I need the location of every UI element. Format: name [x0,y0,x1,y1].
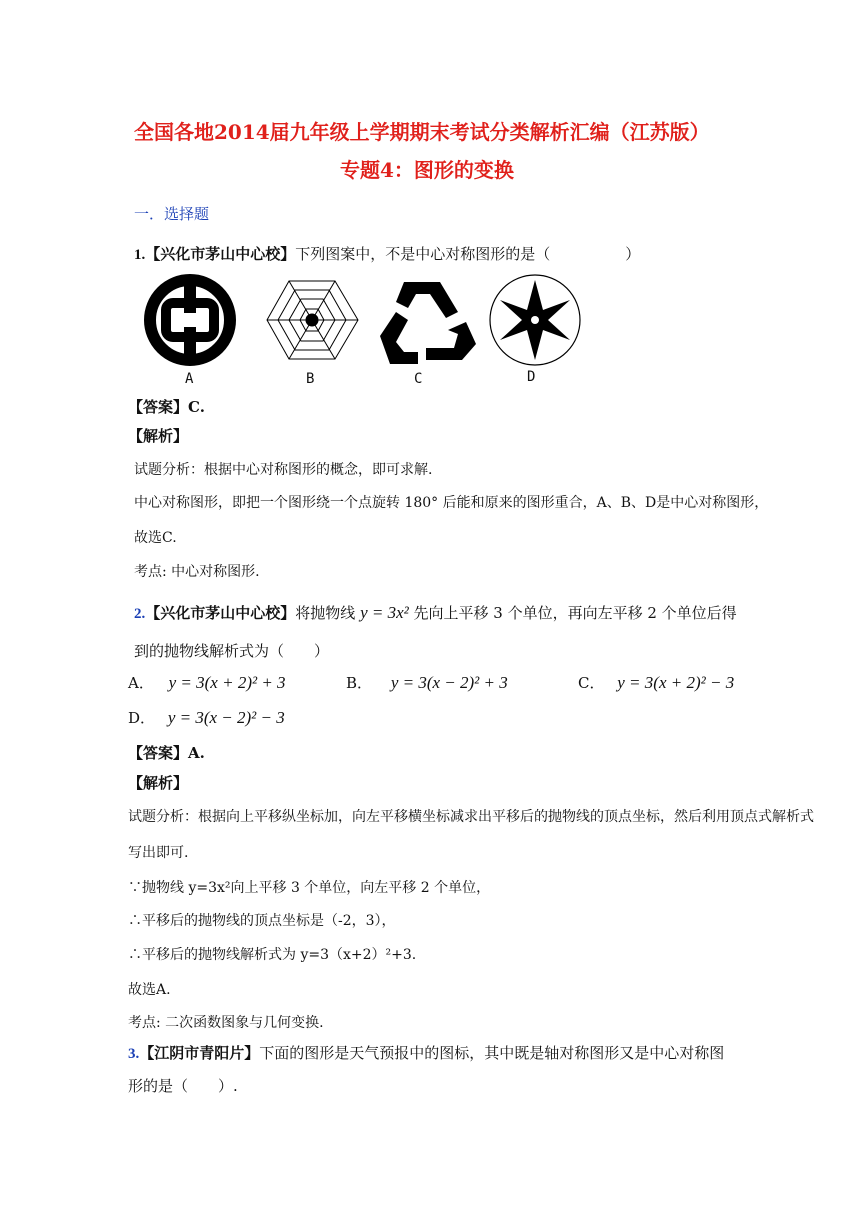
question-source: 【江阴市青阳片】 [139,1044,260,1062]
question-text: 先向上平移 3 个单位，再向左平移 2 个单位后得 [413,604,737,622]
question-3-stem-line2: 形的是（ ）. [128,1077,238,1095]
analysis-line: 试题分析：根据中心对称图形的概念，即可求解. [134,462,433,478]
answer-line [128,396,205,417]
analysis-line: 考点: 中心对称图形. [134,564,260,580]
option-label: B． [346,674,373,692]
answer-value: A. [188,744,205,762]
figure-d-star-in-circle [490,275,580,365]
question-1-stem [134,243,640,264]
section-heading: 一．选择题 [134,205,210,223]
page-subtitle: 专题4：图形的变换 [340,158,514,182]
option-formula: y = 3(x − 2)² + 3 [390,673,508,692]
analysis-line: ∴平移后的抛物线的顶点坐标是（-2，3）， [128,913,396,929]
analysis-line: 考点: 二次函数图象与几何变换. [128,1015,324,1031]
option-b [346,672,508,693]
figure-c-recycle-arrows [380,282,476,364]
figure-label-a: A [185,371,194,387]
question-2-stem [134,602,737,623]
option-c [578,672,734,693]
question-text: 下面的图形是天气预报中的图标，其中既是轴对称图形又是中心对称图 [259,1044,725,1062]
answer-tag: 【答案】 [128,744,189,762]
formula: y = 3x² [360,603,409,622]
figure-b-hexagon-web [267,281,358,359]
option-label: A． [128,674,154,692]
option-formula: y = 3(x − 2)² − 3 [167,708,285,727]
analysis-line: ∵抛物线 y=3x²向上平移 3 个单位，向左平移 2 个单位， [128,880,491,896]
analysis-line: ∴平移后的抛物线解析式为 y=3（x+2）²+3. [128,947,417,963]
question-number: 1. [134,247,146,263]
analysis-line: 故选A. [128,982,171,998]
analysis-line: 试题分析：根据向上平移纵坐标加，向左平移横坐标减求出平移后的抛物线的顶点坐标，然后利用顶点式解析式 [128,809,814,825]
option-formula: y = 3(x + 2)² − 3 [617,673,735,692]
analysis-line: 写出即可. [128,845,189,861]
question-text: 下列图案中，不是中心对称图形的是（ ） [295,245,641,263]
question-2-stem-line2: 到的抛物线解析式为（ ） [134,642,330,660]
question-text: 将抛物线 [295,604,356,622]
analysis-line: 故选C. [134,530,177,546]
option-a [128,672,286,693]
question-number: 2. [134,606,146,622]
answer-tag: 【答案】 [128,398,189,416]
question-3-stem [128,1042,724,1063]
figure-label-c: C [414,371,423,387]
analysis-line: 中心对称图形，即把一个图形绕一个点旋转 180° 后能和原来的图形重合，A、B、D是中心对称图形， [134,495,769,511]
question-source: 【兴化市茅山中心校】 [145,245,296,263]
option-label: D． [128,709,156,727]
option-d [128,707,285,728]
analysis-tag: 【解析】 [128,774,189,792]
option-formula: y = 3(x + 2)² + 3 [168,673,286,692]
answer-line [128,742,205,763]
option-label: C． [578,674,605,692]
figure-label-d: D [527,369,536,385]
analysis-tag: 【解析】 [128,427,189,445]
question-number: 3. [128,1046,140,1062]
figure-a-coin-symbol [150,280,230,360]
question-source: 【兴化市茅山中心校】 [145,604,296,622]
page-title: 全国各地2014届九年级上学期期末考试分类解析汇编（江苏版） [134,120,710,144]
figure-label-b: B [306,371,315,387]
answer-value: C. [188,398,205,416]
